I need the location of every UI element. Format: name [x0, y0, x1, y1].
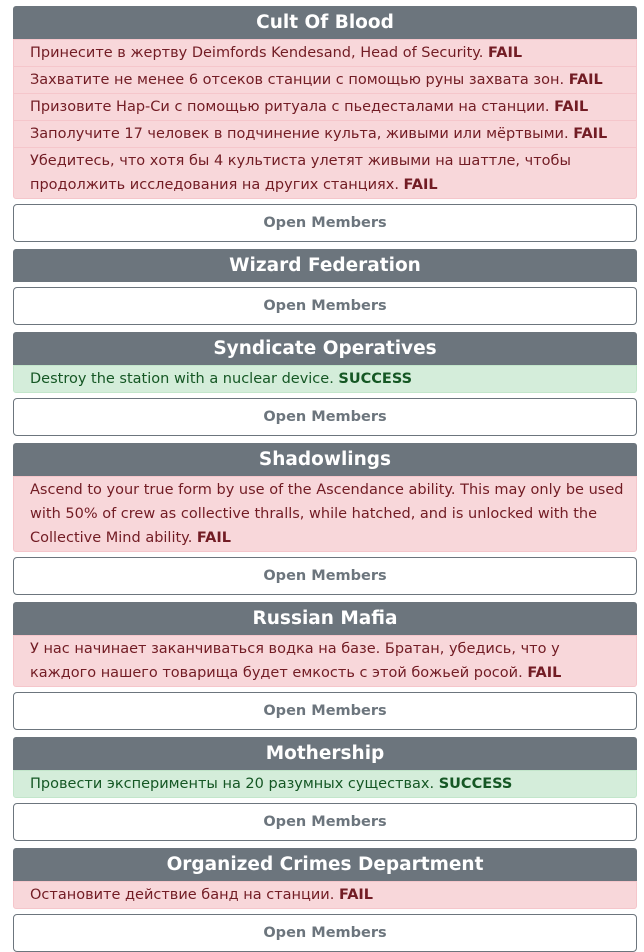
faction-russian-mafia [13, 602, 637, 730]
objective-text: Заполучите 17 человек в подчинение культа, живыми или мёртвыми. [30, 126, 569, 142]
objective-text: Захватите не менее 6 отсеков станции с помощью руны захвата зон. [30, 72, 565, 88]
faction-title: Wizard Federation [13, 249, 637, 282]
open-members-button[interactable]: Open Members [13, 287, 637, 325]
objectives-list [13, 881, 637, 909]
faction-shadowlings [13, 443, 637, 595]
objectives-list [13, 476, 637, 552]
objective-text: У нас начинает заканчиваться водка на базе. Братан, убедись, что у каждого нашего товарища будет емкость с этой божьей росой. [30, 641, 560, 681]
objective-item [13, 66, 637, 94]
objective-text: Провести эксперименты на 20 разумных существах. [30, 776, 435, 792]
faction-title: Cult Of Blood [13, 6, 637, 39]
objective-status: FAIL [554, 99, 589, 115]
objectives-list [13, 770, 637, 798]
objective-status: SUCCESS [438, 776, 513, 792]
objectives-list [13, 39, 637, 199]
open-members-button[interactable]: Open Members [13, 803, 637, 841]
objective-text: Принесите в жертву Deimfords Kendesand, Head of Security. [30, 45, 484, 61]
objective-text: Destroy the station with a nuclear device. [30, 371, 334, 387]
faction-title: Shadowlings [13, 443, 637, 476]
objective-status: FAIL [338, 887, 374, 903]
objective-text: Призовите Нар-Си с помощью ритуала с пьедесталами на станции. [30, 99, 550, 115]
faction-title: Syndicate Operatives [13, 332, 637, 365]
faction-title: Organized Crimes Department [13, 848, 637, 881]
objective-text: Ascend to your true form by use of the Ascendance ability. This may only be used with 50% of crew as collective thralls, while hatched, and is unlocked with the Collective Mind ability. [30, 482, 624, 546]
faction-title: Mothership [13, 737, 637, 770]
objective-status: FAIL [488, 45, 523, 61]
faction-cult-of-blood [13, 6, 637, 242]
open-members-button[interactable]: Open Members [13, 398, 637, 436]
open-members-button[interactable]: Open Members [13, 914, 637, 952]
objective-status: FAIL [196, 530, 232, 546]
objective-status: FAIL [573, 126, 608, 142]
open-members-button[interactable]: Open Members [13, 692, 637, 730]
faction-title: Russian Mafia [13, 602, 637, 635]
objectives-list [13, 365, 637, 393]
faction-syndicate-operatives [13, 332, 637, 436]
objective-text: Убедитесь, что хотя бы 4 культиста улетят живыми на шаттле, чтобы продолжить исследования на других станциях. [30, 153, 571, 193]
objective-status: FAIL [403, 177, 438, 193]
faction-mothership [13, 737, 637, 841]
objective-status: SUCCESS [338, 371, 413, 387]
objective-status: FAIL [527, 665, 562, 681]
open-members-button[interactable]: Open Members [13, 557, 637, 595]
objective-item [13, 881, 637, 909]
objective-item [13, 147, 637, 199]
faction-organized-crimes-department [13, 848, 637, 952]
objectives-list [13, 635, 637, 687]
objective-item [13, 770, 637, 798]
objective-item [13, 476, 637, 552]
open-members-button[interactable]: Open Members [13, 204, 637, 242]
objective-item [13, 39, 637, 67]
faction-wizard-federation [13, 249, 637, 325]
objective-text: Остановите действие банд на станции. [30, 887, 335, 903]
objective-item [13, 93, 637, 121]
objective-status: FAIL [568, 72, 603, 88]
objective-item [13, 365, 637, 393]
objective-item [13, 120, 637, 148]
objective-item [13, 635, 637, 687]
